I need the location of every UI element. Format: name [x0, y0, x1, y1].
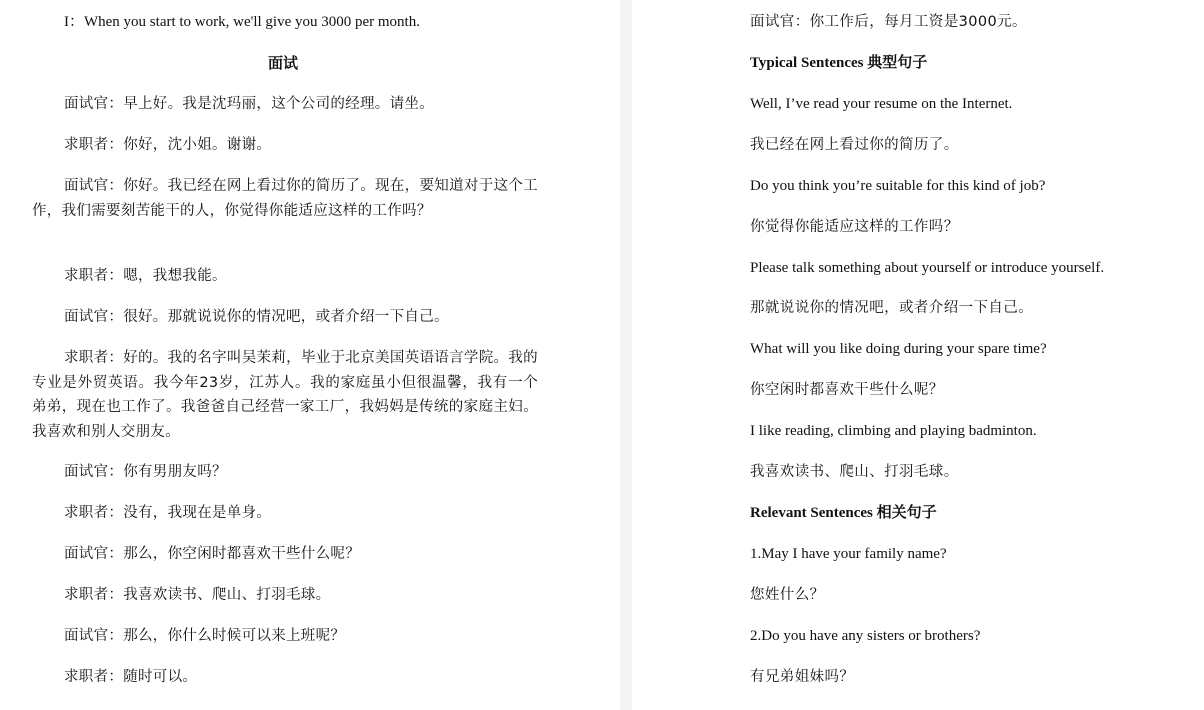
dialogue-line: 求职者：我喜欢读书、爬山、打羽毛球。 — [64, 587, 331, 603]
dialogue-line: 求职者：嗯，我想我能。 — [64, 268, 227, 284]
dialogue-paragraph: 面试官：你好。我已经在网上看过你的简历了。现在，要知道对于这个工作，我们需要刻苦能干的人，你觉得你能适应这样的工作吗？ — [32, 178, 538, 219]
typical-sentence-translation: 你空闲时都喜欢干些什么呢？ — [750, 382, 944, 398]
section-title: 面试 — [267, 54, 298, 72]
typical-sentence: I like reading, climbing and playing badminton. — [750, 423, 1037, 439]
dialogue-line: 求职者：没有，我现在是单身。 — [64, 505, 272, 521]
dialogue-line: 面试官：很好。那就说说你的情况吧，或者介绍一下自己。 — [64, 309, 449, 325]
typical-sentences-heading: Typical Sentences 典型句子 — [750, 55, 928, 71]
typical-sentence-translation: 我喜欢读书、爬山、打羽毛球。 — [750, 464, 959, 480]
dialogue-line: 面试官：那么，你什么时候可以来上班呢？ — [64, 628, 346, 644]
dialogue-line: 求职者：随时可以。 — [64, 669, 198, 685]
relevant-sentences-heading: Relevant Sentences 相关句子 — [750, 505, 937, 521]
relevant-sentence-translation: 有兄弟姐妹吗？ — [750, 669, 855, 685]
right-page — [632, 0, 1204, 710]
typical-sentence: Please talk something about yourself or introduce yourself. — [750, 260, 1105, 276]
typical-sentence-translation: 你觉得你能适应这样的工作吗？ — [750, 219, 959, 235]
dialogue-line: 求职者：你好，沈小姐。谢谢。 — [64, 137, 272, 153]
relevant-sentence: 2.Do you have any sisters or brothers? — [750, 628, 981, 644]
typical-sentence: Well, I’ve read your resume on the Internet. — [750, 96, 1013, 112]
intro-line: I：When you start to work, we'll give you 3000 per month. — [64, 14, 420, 30]
relevant-sentence-translation: 您姓什么？ — [750, 587, 825, 603]
dialogue-line: 面试官：你工作后，每月工资是3000元。 — [750, 14, 1027, 30]
dialogue-line: 面试官：早上好。我是沈玛丽，这个公司的经理。请坐。 — [64, 96, 434, 112]
relevant-sentence: 1.May I have your family name? — [750, 546, 947, 562]
typical-sentence-translation: 那就说说你的情况吧，或者介绍一下自己。 — [750, 300, 1034, 316]
dialogue-line: 面试官：那么，你空闲时都喜欢干些什么呢？ — [64, 546, 360, 562]
dialogue-paragraph: 求职者：好的。我的名字叫吴茉莉，毕业于北京美国英语语言学院。我的专业是外贸英语。我今年23岁，江苏人。我的家庭虽小但很温馨，我有一个弟弟，现在也工作了。我爸爸自己经营一家工厂，我妈妈是传统的家庭主妇。我喜欢和别人交朋友。 — [32, 350, 538, 440]
typical-sentence: What will you like doing during your spare time? — [750, 341, 1047, 357]
typical-sentence-translation: 我已经在网上看过你的简历了。 — [750, 137, 959, 153]
typical-sentence: Do you think you’re suitable for this kind of job? — [750, 178, 1046, 194]
dialogue-line: 面试官：你有男朋友吗？ — [64, 464, 227, 480]
